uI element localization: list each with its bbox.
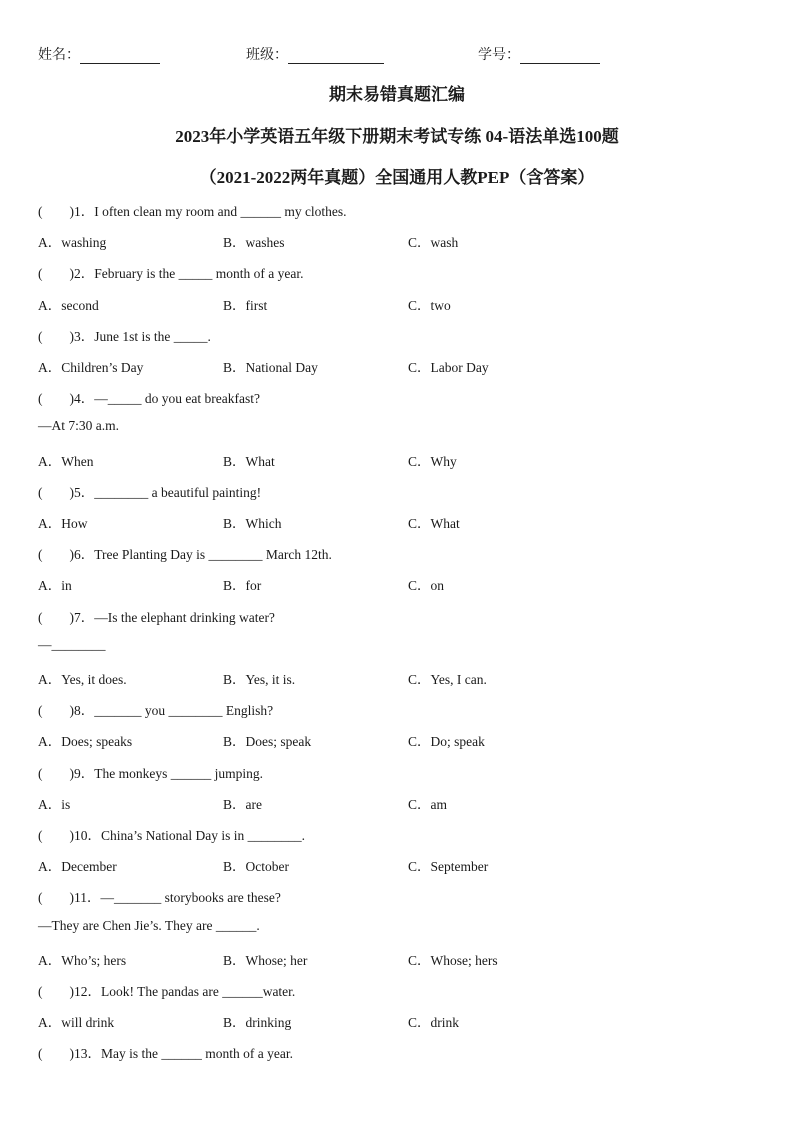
- name-blank[interactable]: [80, 47, 160, 64]
- question-stem: ( )7．—Is the elephant drinking water?: [38, 609, 275, 625]
- answer-option[interactable]: B．for: [223, 578, 262, 594]
- answer-option[interactable]: A．December: [38, 859, 117, 875]
- question-stem: ( )4．—_____ do you eat breakfast?: [38, 391, 260, 407]
- answer-option[interactable]: B．Whose; her: [223, 952, 308, 968]
- answer-option[interactable]: B．Yes, it is.: [223, 672, 296, 687]
- number-label: 学号：: [478, 48, 520, 63]
- answer-option[interactable]: A．is: [38, 796, 71, 812]
- answer-option[interactable]: A．will drink: [38, 1015, 115, 1031]
- answer-option[interactable]: B．October: [223, 859, 289, 875]
- class-blank[interactable]: [288, 47, 384, 64]
- answer-option[interactable]: B．Does; speak: [223, 734, 312, 750]
- question-dialogue-line: —They are Chen Jie’s. They are ______.: [38, 917, 260, 933]
- question-stem: ( )8．_______ you ________ English?: [38, 703, 274, 719]
- title-main: 期末易错真题汇编: [329, 85, 465, 104]
- number-blank[interactable]: [520, 47, 600, 64]
- answer-option[interactable]: B．washes: [223, 235, 285, 251]
- answer-option[interactable]: C．wash: [408, 235, 459, 251]
- answer-option[interactable]: A．in: [38, 578, 72, 594]
- answer-option[interactable]: C．drink: [408, 1015, 460, 1031]
- answer-option[interactable]: A．Yes, it does.: [38, 672, 127, 687]
- answer-option[interactable]: A．When: [38, 453, 94, 469]
- title-source: （2021-2022两年真题）全国通用人教PEP（含答案）: [199, 168, 595, 187]
- name-field: [38, 44, 160, 64]
- question-stem: ( )11．—_______ storybooks are these?: [38, 890, 281, 906]
- answer-option[interactable]: B．first: [223, 297, 268, 313]
- class-label: 班级：: [246, 48, 288, 63]
- question-stem: ( )1．I often clean my room and ______ my clothes.: [38, 204, 347, 219]
- question-stem: ( )12．Look! The pandas are ______water.: [38, 984, 296, 999]
- question-dialogue-line: —At 7:30 a.m.: [38, 418, 119, 434]
- question-stem: ( )5．________ a beautiful painting!: [38, 484, 262, 500]
- name-label: 姓名：: [38, 48, 80, 63]
- answer-option[interactable]: A．Children’s Day: [38, 360, 144, 375]
- answer-option[interactable]: B．drinking: [223, 1015, 292, 1031]
- answer-option[interactable]: B．What: [223, 453, 275, 469]
- question-dialogue-line: —________: [38, 636, 106, 652]
- answer-option[interactable]: A．second: [38, 297, 99, 313]
- student-info-row: [38, 44, 758, 66]
- answer-option[interactable]: C．on: [408, 578, 445, 594]
- answer-option[interactable]: C．am: [408, 796, 447, 812]
- question-stem: ( )3．June 1st is the _____.: [38, 328, 211, 344]
- answer-option[interactable]: B．are: [223, 796, 262, 812]
- class-field: [246, 44, 384, 64]
- answer-option[interactable]: C．Yes, I can.: [408, 672, 487, 687]
- answer-option[interactable]: A．Who’s; hers: [38, 952, 127, 968]
- number-field: [478, 44, 600, 64]
- question-stem: ( )13．May is the ______ month of a year.: [38, 1046, 293, 1062]
- answer-option[interactable]: A．washing: [38, 235, 107, 251]
- answer-option[interactable]: C．Do; speak: [408, 734, 485, 750]
- answer-option[interactable]: C．Why: [408, 453, 457, 469]
- question-stem: ( )10．China’s National Day is in ________.: [38, 828, 305, 843]
- answer-option[interactable]: C．What: [408, 516, 460, 531]
- answer-option[interactable]: B．National Day: [223, 360, 318, 375]
- answer-option[interactable]: A．How: [38, 516, 88, 531]
- question-stem: ( )2．February is the _____ month of a year.: [38, 266, 304, 282]
- question-stem: ( )6．Tree Planting Day is ________ March 12th.: [38, 547, 332, 563]
- answer-option[interactable]: A．Does; speaks: [38, 734, 133, 750]
- question-stem: ( )9．The monkeys ______ jumping.: [38, 765, 263, 781]
- answer-option[interactable]: C．Labor Day: [408, 360, 489, 375]
- answer-option[interactable]: C．Whose; hers: [408, 952, 498, 968]
- answer-option[interactable]: C．two: [408, 297, 451, 313]
- answer-option[interactable]: C．September: [408, 859, 489, 875]
- title-subject: 2023年小学英语五年级下册期末考试专练 04-语法单选100题: [175, 127, 619, 146]
- answer-option[interactable]: B．Which: [223, 516, 282, 531]
